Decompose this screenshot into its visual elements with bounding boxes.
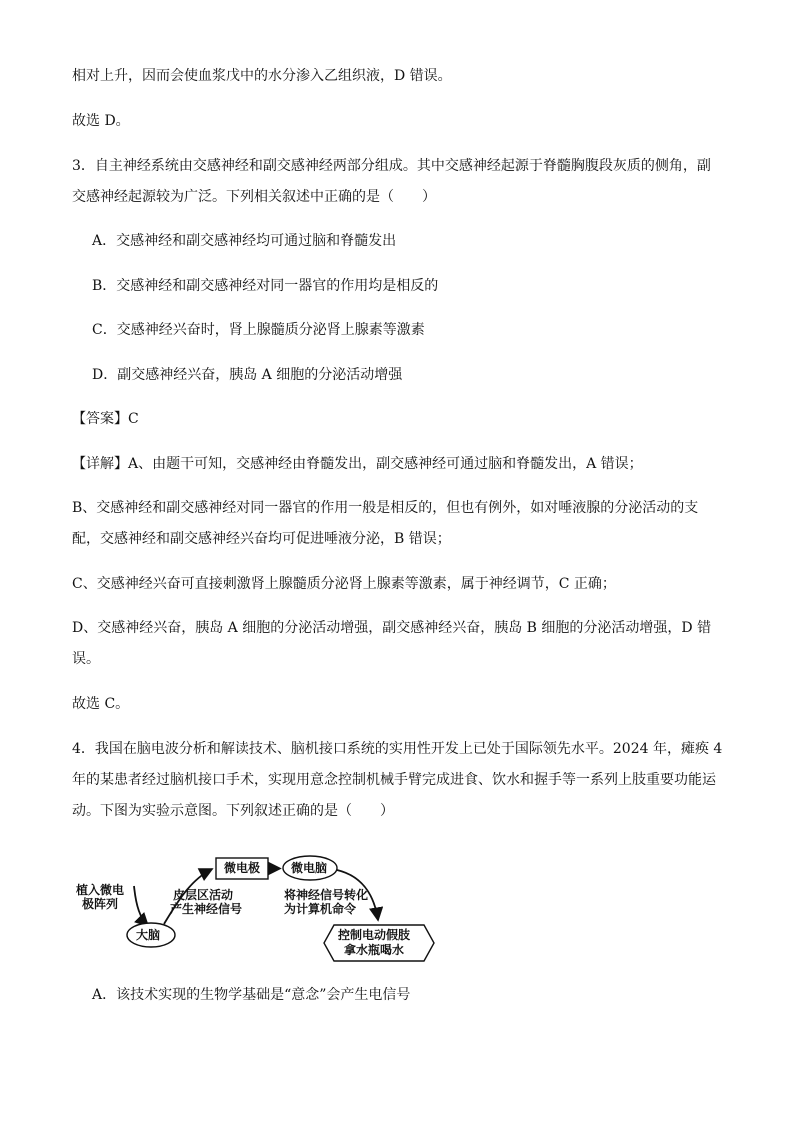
option-b: B．交感神经和副交感神经对同一器官的作用均是相反的	[92, 278, 439, 294]
implant-arrow	[134, 886, 148, 926]
question-4-stem: 动。下图为实验示意图。下列叙述正确的是（ ）	[72, 803, 394, 819]
text-line: 相对上升，因而会使血浆戊中的水分渗入乙组织液，D 错误。	[72, 68, 452, 84]
text-line: 故选 C。	[72, 696, 130, 712]
convert-label: 将神经信号转化	[284, 888, 369, 902]
answer-label: 【答案】C	[72, 411, 139, 427]
option-d: D．副交感神经兴奋，胰岛 A 细胞的分泌活动增强	[92, 367, 403, 383]
option-a: A．交感神经和副交感神经均可通过脑和脊髓发出	[92, 233, 397, 249]
explanation-line: D、交感神经兴奋，胰岛 A 细胞的分泌活动增强，副交感神经兴奋，胰岛 B 细胞的分泌活动增强，D 错	[72, 620, 712, 636]
computer-label: 微电脑	[291, 861, 328, 875]
option-c: C．交感神经兴奋时，肾上腺髓质分泌肾上腺素等激素	[92, 322, 425, 338]
question-3-stem: 交感神经起源较为广泛。下列相关叙述中正确的是（ ）	[72, 189, 436, 205]
implant-label: 植入微电	[76, 883, 125, 897]
explanation-line: 配，交感神经和副交感神经兴奋均可促进唾液分泌，B 错误；	[72, 531, 451, 547]
question-3-stem: 3．自主神经系统由交感神经和副交感神经两部分组成。其中交感神经起源于脊髓胸腹段灰质的侧角，副	[72, 158, 711, 174]
text-line: 故选 D。	[72, 113, 130, 129]
convert-label: 为计算机命令	[284, 902, 357, 916]
option-a: A．该技术实现的生物学基础是“意念”会产生电信号	[92, 987, 411, 1003]
explanation-line: 【详解】A、由题干可知，交感神经由脊髓发出，副交感神经可通过脑和脊髓发出，A 错误；	[72, 456, 643, 472]
prosthesis-label: 控制电动假肢	[338, 928, 411, 942]
question-4-stem: 4．我国在脑电波分析和解读技术、脑机接口系统的实用性开发上已处于国际领先水平。2024 年，瘫痪 4	[72, 741, 723, 757]
bci-experiment-diagram	[72, 846, 452, 966]
explanation-line: B、交感神经和副交感神经对同一器官的作用一般是相反的，但也有例外，如对唾液腺的分泌活动的支	[72, 500, 699, 516]
explanation-line: C、交感神经兴奋可直接刺激肾上腺髓质分泌肾上腺素等激素，属于神经调节，C 正确；	[72, 576, 616, 592]
explanation-line: 误。	[72, 651, 100, 667]
cortex-label: 皮层区活动	[173, 888, 234, 902]
brain-label: 大脑	[136, 928, 161, 942]
implant-label: 极阵列	[82, 897, 119, 911]
question-4-stem: 年的某患者经过脑机接口手术，实现用意念控制机械手臂完成进食、饮水和握手等一系列上肢重要功能运	[72, 772, 716, 788]
prosthesis-label: 拿水瓶喝水	[344, 943, 405, 957]
electrode-label: 微电极	[224, 861, 261, 875]
cortex-label: 产生神经信号	[170, 902, 243, 916]
